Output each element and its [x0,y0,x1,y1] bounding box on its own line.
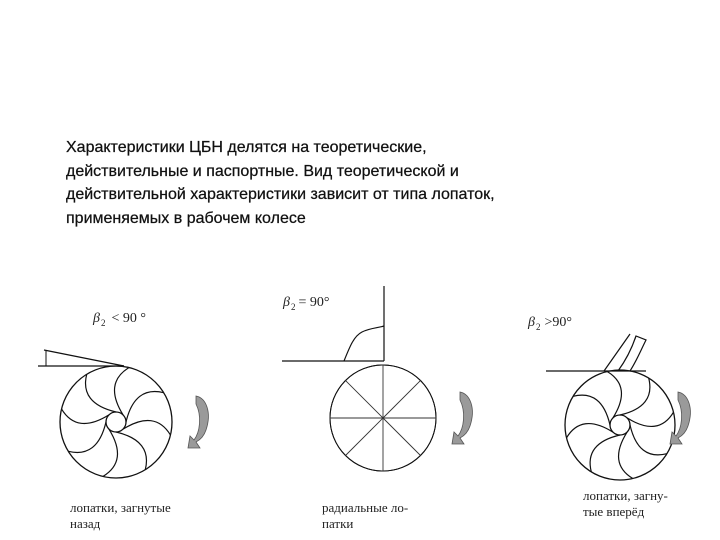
blade [607,372,621,418]
blade [619,432,633,478]
blade [123,421,170,436]
diagram-radial-blades [282,286,472,531]
beta-label-forward: $\beta_2 >90^\circ$ [528,315,572,332]
caption-forward-1: лопатки, загну- [583,488,668,503]
beta-label-backward: $\beta_2 < 90$ ° [93,311,146,328]
blade [567,424,613,438]
blade [630,425,667,455]
rotation-arrow-backward [188,396,208,448]
blade [126,392,164,422]
blades-backward [62,368,171,477]
blade [590,435,620,472]
blade [573,395,610,425]
caption-backward-1: лопатки, загнутые [70,500,171,515]
caption-radial-1: радиальные ло- [322,500,409,515]
rotation-arrow-radial [452,392,472,444]
wheel-hub-forward [610,415,630,435]
blade [86,374,116,412]
radial-spoke [383,418,421,456]
diagram-backward-blades [38,311,208,531]
blade [103,429,118,476]
radial-spoke [346,418,384,456]
caption-radial-2: патки [322,516,354,531]
blade [68,422,106,452]
blade [62,409,109,424]
radial-spoke [346,381,384,419]
radial-spoke [383,381,421,419]
blade [627,412,673,426]
diagram-forward-blades [527,315,690,519]
blade-tip-forward [618,336,646,371]
caption-forward-2: тые вперёд [583,504,645,519]
wheel-hub-backward [106,412,126,432]
angle-arc-radial [344,326,384,361]
blade [116,432,146,470]
heading-line-2: действительные и паспортные. Вид теоретической и [66,162,459,180]
spokes-radial [330,365,436,471]
heading-line-1: Характеристики ЦБН делятся на теоретические, [66,139,427,156]
blade-angle-line-backward [44,350,124,366]
rotation-arrow-forward [670,392,690,444]
blade [115,368,130,415]
blade [620,378,650,415]
heading-line-4: применяемых в рабочем колесе [66,209,306,227]
caption-backward-2: назад [70,516,101,531]
heading-line-3: действительной характеристики зависит от типа лопаток, [66,186,495,203]
beta-label-radial: $\beta_2 = 90^\circ$ [283,295,330,312]
blade-angle-line-forward [604,334,630,371]
blades-forward [567,372,674,479]
